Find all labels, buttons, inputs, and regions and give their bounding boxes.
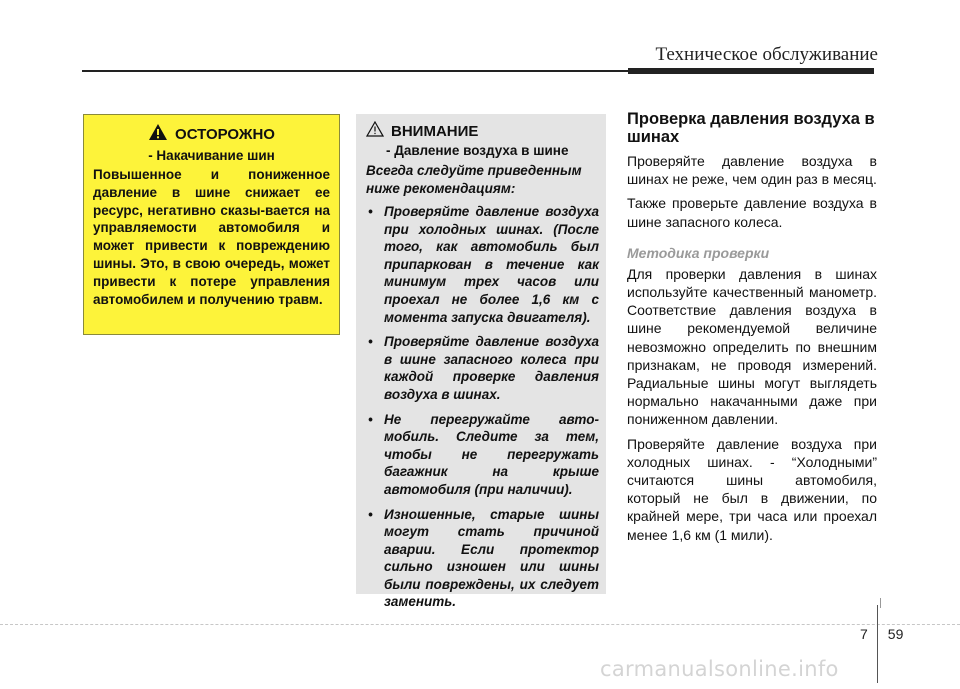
crop-mark	[880, 598, 881, 608]
page-number	[860, 626, 903, 642]
notice-item-text: Проверяйте давление воздуха при холодных шинах. (После того, как автомобиль был припаркован в течение как минимум трех часов или проехал не более 1,6 км с момента запуска двигателя).	[384, 204, 599, 325]
notice-intro: Всегда следуйте приведенным ниже рекомендациям:	[366, 163, 582, 196]
notice-list-item	[366, 411, 599, 499]
notice-item-text: Изношенные, старые шины могут стать причиной аварии. Если протектор сильно изношен или шины были повреждены, их следует заменить.	[384, 506, 599, 610]
caution-box	[83, 114, 340, 335]
page-number-value: 59	[887, 626, 904, 642]
notice-item-text: Проверяйте давление воздуха в шине запасного колеса при каждой проверке давления воздуха в шинах.	[384, 334, 599, 402]
caution-body: Повышенное и пониженное давление в шине снижает ее ресурс, негативно сказы-вается на управляемости автомобиля и может привести к повреждению шины. Это, в свою очередь, может привести к потере управления автомобилем и получению травм.	[93, 167, 330, 307]
bullet-icon: •	[368, 506, 373, 522]
section-subheading: Методика проверки	[627, 244, 770, 261]
bullet-icon: •	[368, 204, 373, 219]
notice-list	[366, 203, 599, 611]
caution-title: ОСТОРОЖНО	[175, 126, 275, 143]
notice-header	[366, 121, 599, 142]
notice-list-item	[366, 203, 599, 326]
warning-triangle-filled-icon	[148, 123, 168, 146]
header-rule-accent	[628, 68, 874, 74]
chapter-number: 7	[860, 626, 868, 642]
notice-list-item	[366, 333, 599, 403]
main-section	[627, 110, 877, 550]
notice-item-text: Не перегружайте авто-мобиль. Следите за тем, чтобы не перегружать багажник на крыше автомобиля (при наличии).	[384, 411, 599, 497]
watermark: carmanualsonline.info	[600, 657, 839, 681]
notice-subtitle: - Давление воздуха в шине	[386, 143, 569, 158]
notice-list-item	[366, 506, 599, 612]
page-number-divider	[877, 605, 878, 683]
page-header-title: Техническое обслуживание	[655, 44, 878, 65]
crop-line	[0, 624, 960, 625]
warning-triangle-outline-icon	[366, 121, 384, 142]
bullet-icon: •	[368, 334, 373, 350]
section-paragraph: Проверяйте давление воздуха в шинах не реже, чем один раз в месяц.	[627, 153, 877, 188]
section-paragraph: Также проверьте давление воздуха в шине запасного колеса.	[627, 195, 877, 230]
method-paragraph: Для проверки давления в шинах используйте качественный манометр. Соответствие давления воздуха в шине рекомендуемой величине невозможно определить по внешним признакам, не проводя измерений. Радиальные шины могут выглядеть нормально накачанными даже при пониженном давлении.	[627, 265, 877, 428]
bullet-icon: •	[368, 411, 373, 427]
notice-title: ВНИМАНИЕ	[391, 123, 479, 140]
method-paragraph: Проверяйте давление воздуха при холодных шинах. - “Холодными” считаются шины автомобиля, который не был в движении, по крайней мере, три часа или проехал менее 1,6 км (1 мили).	[627, 435, 877, 543]
caution-header	[93, 123, 330, 146]
notice-box	[356, 114, 606, 610]
section-title: Проверка давления воздуха в шинах	[627, 110, 875, 146]
caution-subtitle: - Накачивание шин	[148, 148, 275, 163]
